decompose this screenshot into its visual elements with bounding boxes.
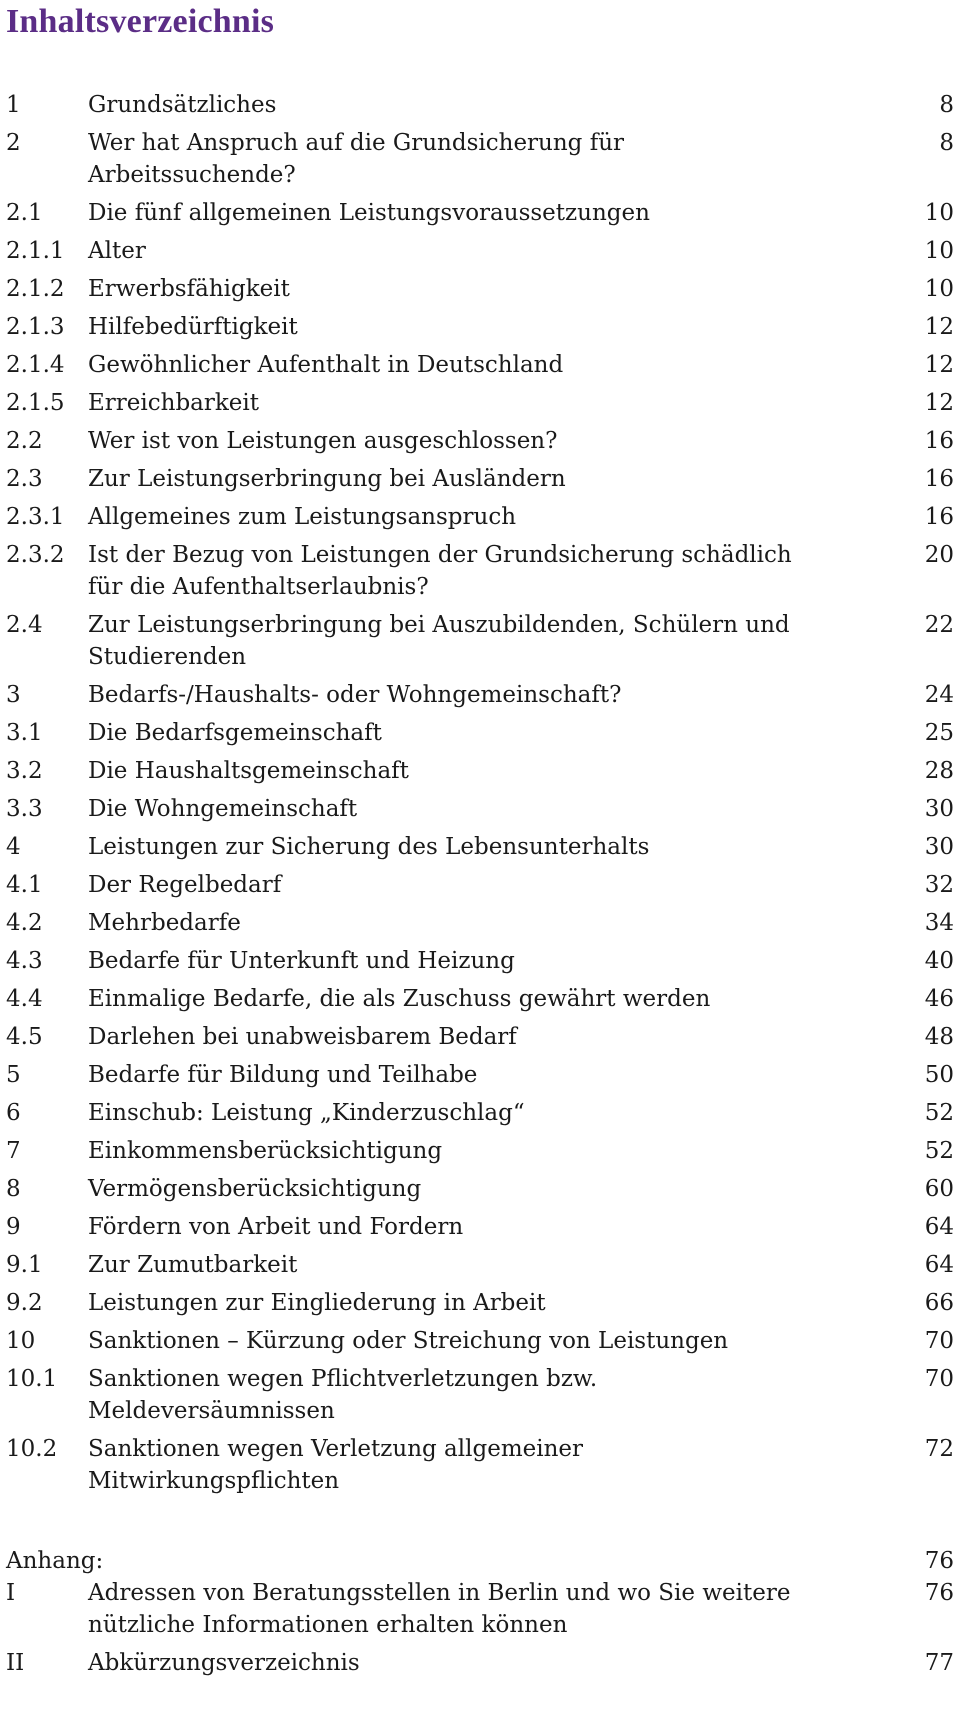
toc-entry[interactable] [6,1433,956,1497]
toc-entry-title: Darlehen bei unabweisbarem Bedarf [88,1024,517,1050]
toc-entry-title: Bedarfe für Unterkunft und Heizung [88,948,515,974]
toc-entry-page-number: 32 [924,872,954,898]
toc-entry-title: Alter [88,238,146,264]
toc-entry-page-number: 66 [924,1290,954,1316]
toc-entry-title: Einkommensberücksichtigung [88,1138,443,1164]
toc-entry-page-number: 46 [924,986,954,1012]
toc-entry-number: 2.3.2 [6,542,65,568]
toc-entry-page-number: 10 [924,200,954,226]
toc-entry-page-number: 25 [924,720,954,746]
toc-entry-number: 4.1 [6,872,43,898]
toc-entry-page-number: 30 [924,834,954,860]
toc-entry-title: Fördern von Arbeit und Fordern [88,1214,464,1240]
toc-entry-number: 2.1.3 [6,314,65,340]
toc-entry[interactable] [6,463,956,495]
toc-entry-page-number: 16 [924,466,954,492]
toc-entry-title: Sanktionen wegen Pflichtverletzungen bzw. Meldeversäumnissen [88,1366,598,1424]
toc-entry[interactable] [6,197,956,229]
toc-entry-page-number: 16 [924,428,954,454]
toc-entry-number: 4 [6,834,21,860]
toc-entry-number: 5 [6,1062,21,1088]
toc-entry-title: Die Wohngemeinschaft [88,796,358,822]
toc-main-list [6,89,956,1497]
toc-entry[interactable] [6,425,956,457]
toc-entry-number: 2.3.1 [6,504,65,530]
toc-entry[interactable] [6,831,956,863]
toc-entry[interactable] [6,127,956,191]
appendix-page-number: 76 [924,1548,954,1574]
toc-entry-number: 2.1.5 [6,390,65,416]
toc-entry[interactable] [6,1287,956,1319]
toc-entry-page-number: 64 [924,1252,954,1278]
toc-entry-page-number: 8 [939,92,954,118]
toc-entry-number: 4.3 [6,948,43,974]
toc-entry[interactable] [6,1059,956,1091]
toc-entry-title: Allgemeines zum Leistungsanspruch [88,504,517,530]
toc-entry[interactable] [6,869,956,901]
toc-entry-page-number: 28 [924,758,954,784]
toc-entry[interactable] [6,609,956,673]
toc-entry-title: Wer hat Anspruch auf die Grundsicherung für Arbeitssuchende? [88,130,625,188]
toc-entry-title: Zur Zumutbarkeit [88,1252,298,1278]
toc-entry-page-number: 16 [924,504,954,530]
toc-entry-page-number: 12 [924,390,954,416]
toc-entry-number: 4.4 [6,986,43,1012]
toc-entry-page-number: 34 [924,910,954,936]
toc-entry[interactable] [6,273,956,305]
toc-entry-page-number: 70 [924,1328,954,1354]
toc-entry[interactable] [6,235,956,267]
toc-entry-title: Die Haushaltsgemeinschaft [88,758,409,784]
toc-entry-number: 2.1.4 [6,352,65,378]
toc-entry-number: 9.2 [6,1290,43,1316]
toc-entry-number: 2.2 [6,428,43,454]
toc-entry-title: Einschub: Leistung „Kinderzuschlag“ [88,1100,525,1126]
toc-entry-title: Leistungen zur Eingliederung in Arbeit [88,1290,546,1316]
toc-entry-title: Ist der Bezug von Leistungen der Grundsicherung schädlich für die Aufenthaltserlaubnis? [88,542,792,600]
toc-entry-number: 3.1 [6,720,43,746]
toc-entry-number: 9.1 [6,1252,43,1278]
toc-entry[interactable] [6,539,956,603]
toc-entry[interactable] [6,349,956,381]
appendix-label: Anhang: [6,1548,104,1574]
toc-entry[interactable] [6,755,956,787]
toc-entry-number: 8 [6,1176,21,1202]
section-gap [6,1503,956,1545]
toc-entry-page-number: 10 [924,238,954,264]
toc-entry-number: 1 [6,92,21,118]
table-of-contents [6,89,956,1685]
toc-entry-page-number: 10 [924,276,954,302]
toc-entry-number: 7 [6,1138,21,1164]
toc-entry-page-number: 77 [924,1650,954,1676]
toc-entry-page-number: 40 [924,948,954,974]
toc-entry[interactable] [6,1135,956,1167]
toc-entry[interactable] [6,1021,956,1053]
toc-entry-number: 2.4 [6,612,43,638]
toc-entry-number: 4.2 [6,910,43,936]
toc-entry-title: Leistungen zur Sicherung des Lebensunterhalts [88,834,650,860]
toc-entry-page-number: 12 [924,314,954,340]
toc-entry-title: Bedarfs-/Haushalts- oder Wohngemeinschaft? [88,682,622,708]
toc-entry-title: Einmalige Bedarfe, die als Zuschuss gewährt werden [88,986,711,1012]
toc-entry-page-number: 60 [924,1176,954,1202]
toc-entry[interactable] [6,1173,956,1205]
toc-entry[interactable] [6,1363,956,1427]
toc-entry-page-number: 70 [924,1366,954,1392]
toc-entry-page-number: 20 [924,542,954,568]
toc-entry-number: 2.1 [6,200,43,226]
toc-entry-title: Abkürzungsverzeichnis [88,1650,360,1676]
toc-entry-page-number: 8 [939,130,954,156]
toc-entry-title: Grundsätzliches [88,92,277,118]
toc-entry-title: Die Bedarfsgemeinschaft [88,720,382,746]
toc-entry-number: 10.2 [6,1436,58,1462]
toc-entry-number: 10 [6,1328,36,1354]
toc-entry-title: Mehrbedarfe [88,910,241,936]
toc-entry-number: 2.3 [6,466,43,492]
toc-entry-page-number: 22 [924,612,954,638]
toc-entry-number: 9 [6,1214,21,1240]
toc-entry[interactable] [6,1249,956,1281]
toc-entry[interactable] [6,1577,956,1641]
toc-entry[interactable] [6,89,956,121]
toc-entry[interactable] [6,793,956,825]
toc-entry[interactable] [6,907,956,939]
toc-entry-page-number: 52 [924,1100,954,1126]
toc-entry[interactable] [6,717,956,749]
toc-entry-title: Zur Leistungserbringung bei Auszubildenden, Schülern und Studierenden [88,612,790,670]
toc-entry-title: Sanktionen wegen Verletzung allgemeiner Mitwirkungspflichten [88,1436,584,1494]
toc-entry-number: I [6,1580,16,1606]
toc-entry[interactable] [6,945,956,977]
toc-entry[interactable] [6,1647,956,1679]
toc-entry-title: Die fünf allgemeinen Leistungsvoraussetzungen [88,200,650,226]
toc-entry-page-number: 72 [924,1436,954,1462]
toc-entry-number: 6 [6,1100,21,1126]
toc-entry-title: Wer ist von Leistungen ausgeschlossen? [88,428,558,454]
toc-entry-number: 2.1.2 [6,276,65,302]
toc-entry-number: 10.1 [6,1366,58,1392]
toc-entry[interactable] [6,311,956,343]
toc-entry[interactable] [6,679,956,711]
toc-entry[interactable] [6,983,956,1015]
toc-entry-title: Der Regelbedarf [88,872,282,898]
toc-entry-title: Vermögensberücksichtigung [88,1176,422,1202]
toc-entry-page-number: 76 [924,1580,954,1606]
toc-entry-page-number: 12 [924,352,954,378]
toc-entry-page-number: 64 [924,1214,954,1240]
toc-entry-title: Gewöhnlicher Aufenthalt in Deutschland [88,352,564,378]
toc-entry-page-number: 24 [924,682,954,708]
toc-entry[interactable] [6,1097,956,1129]
toc-entry[interactable] [6,1211,956,1243]
toc-entry[interactable] [6,501,956,533]
toc-entry-page-number: 52 [924,1138,954,1164]
toc-entry-title: Hilfebedürftigkeit [88,314,298,340]
appendix-heading-row[interactable] [6,1545,956,1577]
toc-entry[interactable] [6,387,956,419]
toc-entry-number: 3 [6,682,21,708]
toc-entry-number: 3.2 [6,758,43,784]
toc-entry[interactable] [6,1325,956,1357]
toc-entry-number: 4.5 [6,1024,43,1050]
toc-entry-title: Erwerbsfähigkeit [88,276,290,302]
toc-appendix-list [6,1577,956,1679]
toc-entry-title: Sanktionen – Kürzung oder Streichung von Leistungen [88,1328,729,1354]
page-title: Inhaltsverzeichnis [6,3,275,40]
toc-entry-number: 2 [6,130,21,156]
toc-entry-number: 2.1.1 [6,238,65,264]
toc-entry-title: Adressen von Beratungsstellen in Berlin und wo Sie weitere nützliche Informationen erhalten können [88,1580,791,1638]
toc-entry-title: Bedarfe für Bildung und Teilhabe [88,1062,478,1088]
toc-entry-page-number: 30 [924,796,954,822]
toc-entry-title: Erreichbarkeit [88,390,260,416]
toc-entry-number: II [6,1650,25,1676]
toc-entry-title: Zur Leistungserbringung bei Ausländern [88,466,566,492]
toc-entry-page-number: 48 [924,1024,954,1050]
toc-entry-page-number: 50 [924,1062,954,1088]
toc-entry-number: 3.3 [6,796,43,822]
